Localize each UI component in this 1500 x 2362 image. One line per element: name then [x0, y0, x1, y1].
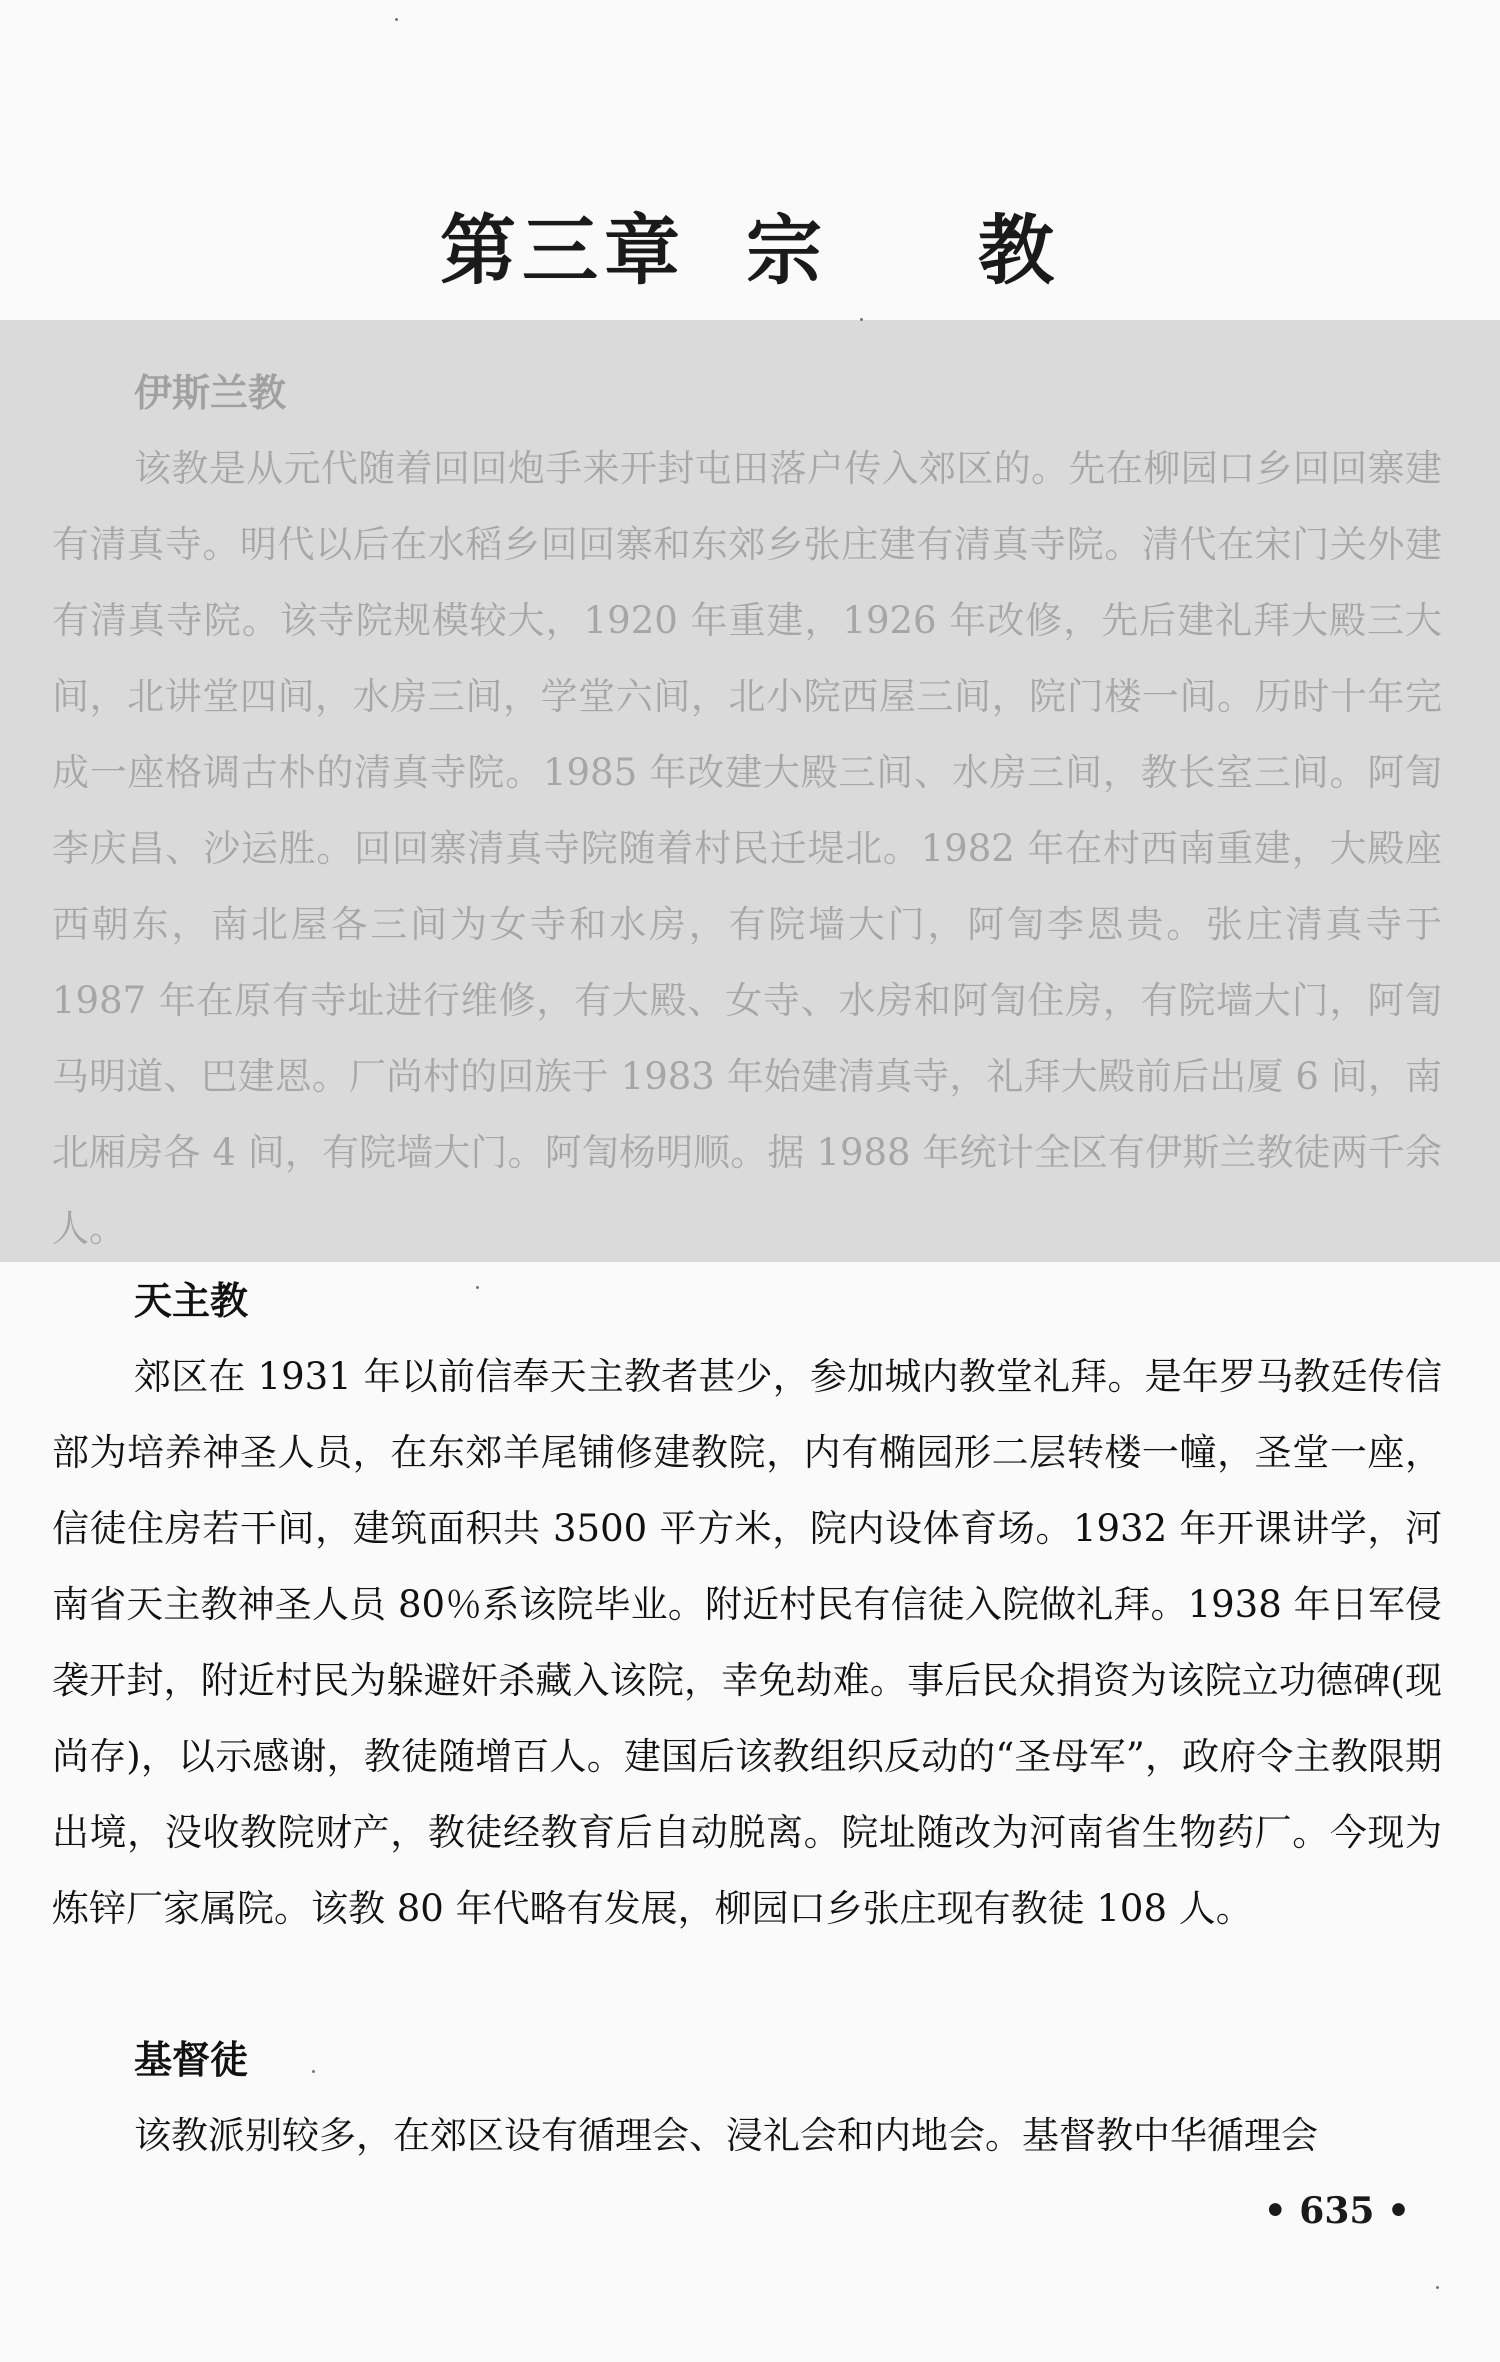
section-heading: 天主教 — [134, 1278, 249, 1323]
chapter-title-number: 第三章 — [440, 206, 686, 295]
scan-speck — [860, 318, 863, 321]
scan-speck — [476, 1286, 479, 1289]
section-heading: 基督徒 — [134, 2037, 249, 2082]
chapter-title — [0, 190, 1500, 299]
chapter-title-char-1: 宗 — [746, 206, 828, 295]
page-number: • 635 • — [1263, 2190, 1410, 2232]
chapter-title-char-2: 教 — [978, 206, 1060, 295]
section-paragraph: 该教是从元代随着回回炮手来开封屯田落户传入郊区的。先在柳园口乡回回寨建有清真寺。明代以后在水稻乡回回寨和东郊乡张庄建有清真寺院。清代在宋门关外建有清真寺院。该寺院规模较大，1920 年重建，1926 年改修，先后建礼拜大殿三大间，北讲堂四间，水房三间，学堂六间，北小院西屋三间，院门楼一间。历时十年完成一座格调古朴的清真寺院。1985 年改建大殿三间、水房三间，教长室三间。阿訇李庆昌、沙运胜。回回寨清真寺院随着村民迁堤北。1982 年在村西南重建，大殿座西朝东，南北屋各三间为女寺和水房，有院墙大门，阿訇李恩贵。张庄清真寺于 1987 年在原有寺址进行维修，有大殿、女寺、水房和阿訇住房，有院墙大门，阿訇马明道、巴建恩。厂尚村的回族于 1983 年始建清真寺，礼拜大殿前后出厦 6 间，南北厢房各 4 间，有院墙大门。阿訇杨明顺。据 1988 年统计全区有伊斯兰教徒两千余人。 — [52, 447, 1442, 1250]
section-paragraph: 郊区在 1931 年以前信奉天主教者甚少，参加城内教堂礼拜。是年罗马教廷传信部为培养神圣人员，在东郊羊尾铺修建教院，内有椭园形二层转楼一幢，圣堂一座，信徒住房若干间，建筑面积共 3500 平方米，院内设体育场。1932 年开课讲学，河南省天主教神圣人员 80％系该院毕业。附近村民有信徒入院做礼拜。1938 年日军侵袭开封，附近村民为躲避奸杀藏入该院，幸免劫难。事后民众捐资为该院立功德碑(现尚存)，以示感谢，教徒随增百人。建国后该教组织反动的“圣母军”，政府令主教限期出境，没收教院财产，教徒经教育后自动脱离。院址随改为河南省生物药厂。今现为炼锌厂家属院。该教 80 年代略有发展，柳园口乡张庄现有教徒 108 人。 — [52, 1355, 1442, 1930]
scan-speck — [1436, 2286, 1439, 2289]
section-christianity — [52, 2022, 1442, 2174]
scan-speck — [395, 18, 398, 21]
section-paragraph: 该教派别较多，在郊区设有循理会、浸礼会和内地会。基督教中华循理会 — [134, 2114, 1318, 2157]
section-islam — [52, 355, 1442, 1267]
scan-speck — [312, 2070, 315, 2073]
section-heading: 伊斯兰教 — [134, 370, 287, 415]
section-catholicism — [52, 1263, 1442, 1947]
